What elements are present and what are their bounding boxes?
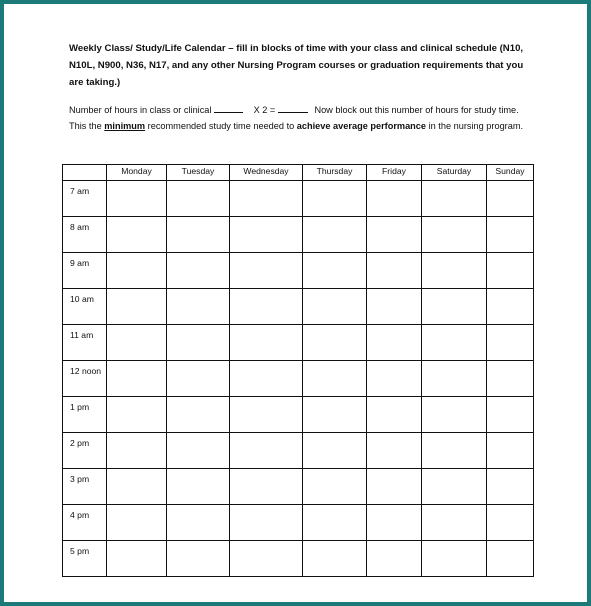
- schedule-cell-friday[interactable]: [367, 289, 422, 325]
- time-row: [63, 289, 534, 325]
- schedule-cell-friday[interactable]: [367, 217, 422, 253]
- schedule-cell-monday[interactable]: [107, 325, 167, 361]
- schedule-cell-saturday[interactable]: [422, 397, 487, 433]
- schedule-cell-wednesday[interactable]: [230, 397, 303, 433]
- schedule-cell-thursday[interactable]: [303, 469, 367, 505]
- time-label: 2 pm: [63, 433, 107, 469]
- schedule-cell-thursday[interactable]: [303, 289, 367, 325]
- schedule-cell-thursday[interactable]: [303, 217, 367, 253]
- schedule-cell-friday[interactable]: [367, 541, 422, 577]
- schedule-cell-wednesday[interactable]: [230, 433, 303, 469]
- schedule-cell-friday[interactable]: [367, 325, 422, 361]
- schedule-cell-sunday[interactable]: [487, 361, 534, 397]
- schedule-cell-tuesday[interactable]: [167, 289, 230, 325]
- time-label: 4 pm: [63, 505, 107, 541]
- schedule-cell-friday[interactable]: [367, 433, 422, 469]
- schedule-cell-sunday[interactable]: [487, 325, 534, 361]
- weekly-calendar-table: [62, 164, 534, 577]
- time-row: [63, 325, 534, 361]
- schedule-cell-monday[interactable]: [107, 253, 167, 289]
- schedule-cell-saturday[interactable]: [422, 361, 487, 397]
- schedule-cell-wednesday[interactable]: [230, 469, 303, 505]
- schedule-cell-saturday[interactable]: [422, 289, 487, 325]
- day-header-sunday: Sunday: [487, 165, 534, 181]
- schedule-cell-friday[interactable]: [367, 469, 422, 505]
- schedule-cell-tuesday[interactable]: [167, 253, 230, 289]
- schedule-cell-monday[interactable]: [107, 217, 167, 253]
- schedule-cell-thursday[interactable]: [303, 253, 367, 289]
- instructions-recommended: recommended study time needed to: [147, 121, 295, 131]
- instructions-block-out: Now block out this number of hours for study time.: [314, 105, 519, 115]
- schedule-cell-monday[interactable]: [107, 289, 167, 325]
- schedule-cell-thursday[interactable]: [303, 325, 367, 361]
- instructions-achieve: achieve average performance: [296, 121, 427, 131]
- schedule-cell-sunday[interactable]: [487, 289, 534, 325]
- schedule-cell-friday[interactable]: [367, 397, 422, 433]
- class-hours-blank[interactable]: [214, 103, 243, 113]
- schedule-cell-wednesday[interactable]: [230, 541, 303, 577]
- schedule-cell-monday[interactable]: [107, 181, 167, 217]
- schedule-cell-friday[interactable]: [367, 253, 422, 289]
- schedule-cell-saturday[interactable]: [422, 469, 487, 505]
- calendar-body: [63, 181, 534, 577]
- schedule-cell-sunday[interactable]: [487, 469, 534, 505]
- schedule-cell-wednesday[interactable]: [230, 181, 303, 217]
- schedule-cell-sunday[interactable]: [487, 433, 534, 469]
- schedule-cell-tuesday[interactable]: [167, 325, 230, 361]
- schedule-cell-wednesday[interactable]: [230, 289, 303, 325]
- day-header-wednesday: Wednesday: [230, 165, 303, 181]
- schedule-cell-wednesday[interactable]: [230, 505, 303, 541]
- day-header-saturday: Saturday: [422, 165, 487, 181]
- time-row: [63, 505, 534, 541]
- time-row: [63, 469, 534, 505]
- schedule-cell-sunday[interactable]: [487, 217, 534, 253]
- instructions-hours-label: Number of hours in class or clinical: [69, 105, 212, 115]
- time-label: 9 am: [63, 253, 107, 289]
- time-label: 3 pm: [63, 469, 107, 505]
- schedule-cell-thursday[interactable]: [303, 361, 367, 397]
- schedule-cell-thursday[interactable]: [303, 181, 367, 217]
- schedule-cell-thursday[interactable]: [303, 433, 367, 469]
- time-label: 12 noon: [63, 361, 107, 397]
- schedule-cell-tuesday[interactable]: [167, 181, 230, 217]
- schedule-cell-tuesday[interactable]: [167, 541, 230, 577]
- day-header-thursday: Thursday: [303, 165, 367, 181]
- instructions-this-the: This the: [69, 121, 102, 131]
- schedule-cell-monday[interactable]: [107, 505, 167, 541]
- time-label: 8 am: [63, 217, 107, 253]
- schedule-cell-monday[interactable]: [107, 361, 167, 397]
- schedule-cell-saturday[interactable]: [422, 325, 487, 361]
- schedule-cell-saturday[interactable]: [422, 253, 487, 289]
- schedule-cell-saturday[interactable]: [422, 541, 487, 577]
- instructions-nursing-program: in the nursing program.: [428, 121, 524, 131]
- day-header-friday: Friday: [367, 165, 422, 181]
- schedule-cell-thursday[interactable]: [303, 505, 367, 541]
- schedule-cell-tuesday[interactable]: [167, 505, 230, 541]
- schedule-cell-sunday[interactable]: [487, 397, 534, 433]
- study-hours-blank[interactable]: [278, 103, 308, 113]
- time-label: 5 pm: [63, 541, 107, 577]
- schedule-cell-saturday[interactable]: [422, 433, 487, 469]
- time-row: [63, 253, 534, 289]
- schedule-cell-friday[interactable]: [367, 505, 422, 541]
- schedule-cell-thursday[interactable]: [303, 397, 367, 433]
- instructions-minimum: minimum: [104, 121, 146, 131]
- schedule-cell-monday[interactable]: [107, 397, 167, 433]
- time-label: 1 pm: [63, 397, 107, 433]
- calendar-header-row: [63, 165, 534, 181]
- schedule-cell-saturday[interactable]: [422, 217, 487, 253]
- schedule-cell-tuesday[interactable]: [167, 433, 230, 469]
- schedule-cell-tuesday[interactable]: [167, 469, 230, 505]
- schedule-cell-thursday[interactable]: [303, 541, 367, 577]
- schedule-cell-friday[interactable]: [367, 361, 422, 397]
- instructions-text: [69, 102, 539, 134]
- schedule-cell-monday[interactable]: [107, 469, 167, 505]
- schedule-cell-wednesday[interactable]: [230, 361, 303, 397]
- schedule-cell-tuesday[interactable]: [167, 361, 230, 397]
- schedule-cell-sunday[interactable]: [487, 505, 534, 541]
- schedule-cell-tuesday[interactable]: [167, 397, 230, 433]
- time-label: 10 am: [63, 289, 107, 325]
- corner-cell: [63, 165, 107, 181]
- schedule-cell-monday[interactable]: [107, 541, 167, 577]
- time-row: [63, 433, 534, 469]
- schedule-cell-friday[interactable]: [367, 181, 422, 217]
- instructions-multiplier: X 2 =: [253, 105, 276, 115]
- schedule-cell-saturday[interactable]: [422, 505, 487, 541]
- schedule-cell-sunday[interactable]: [487, 541, 534, 577]
- schedule-cell-sunday[interactable]: [487, 253, 534, 289]
- schedule-cell-wednesday[interactable]: [230, 217, 303, 253]
- time-row: [63, 541, 534, 577]
- time-row: [63, 397, 534, 433]
- schedule-cell-sunday[interactable]: [487, 181, 534, 217]
- schedule-cell-monday[interactable]: [107, 433, 167, 469]
- schedule-cell-saturday[interactable]: [422, 181, 487, 217]
- time-label: 11 am: [63, 325, 107, 361]
- schedule-cell-wednesday[interactable]: [230, 325, 303, 361]
- schedule-cell-wednesday[interactable]: [230, 253, 303, 289]
- time-row: [63, 181, 534, 217]
- time-row: [63, 217, 534, 253]
- day-header-monday: Monday: [107, 165, 167, 181]
- schedule-cell-tuesday[interactable]: [167, 217, 230, 253]
- calendar-title: Weekly Class/ Study/Life Calendar – fill in blocks of time with your class and clinical schedule (N10, N10L, N900, N36, N17, and any other Nursing Program courses or graduation requirements that you are taking.): [69, 43, 524, 88]
- time-row: [63, 361, 534, 397]
- time-label: 7 am: [63, 181, 107, 217]
- day-header-tuesday: Tuesday: [167, 165, 230, 181]
